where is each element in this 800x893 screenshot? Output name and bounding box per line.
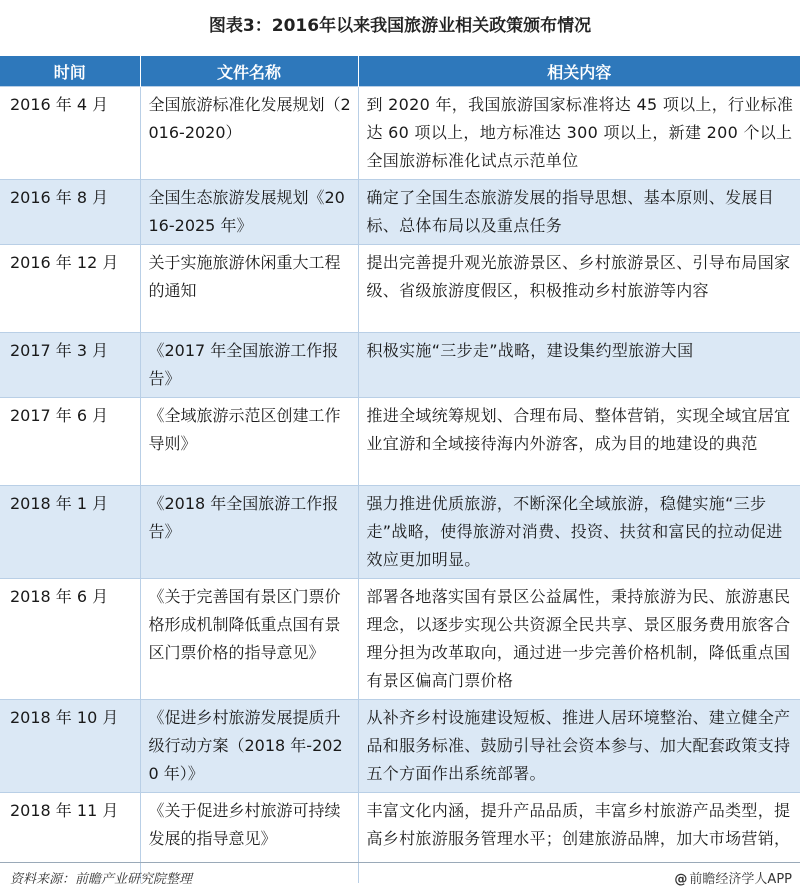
cell-file-name: 全国旅游标准化发展规划（2016-2020） xyxy=(140,87,358,180)
cell-file-name: 《全域旅游示范区创建工作导则》 xyxy=(140,398,358,486)
cell-file-name: 《关于完善国有景区门票价格形成机制降低重点国有景区门票价格的指导意见》 xyxy=(140,579,358,700)
cell-time: 2016 年 12 月 xyxy=(0,245,140,333)
header-time: 时间 xyxy=(0,56,140,87)
table-row xyxy=(0,579,800,700)
cell-time: 2018 年 10 月 xyxy=(0,700,140,793)
policy-table xyxy=(0,56,800,883)
cell-time: 2018 年 11 月 xyxy=(0,793,140,883)
cell-time: 2018 年 6 月 xyxy=(0,579,140,700)
table-row xyxy=(0,87,800,180)
cell-time: 2017 年 3 月 xyxy=(0,333,140,398)
table-row xyxy=(0,333,800,398)
table-header-row xyxy=(0,56,800,87)
cell-time: 2016 年 4 月 xyxy=(0,87,140,180)
table-row xyxy=(0,486,800,579)
cell-file-name: 《2017 年全国旅游工作报告》 xyxy=(140,333,358,398)
brand-name: 前瞻经济学人APP xyxy=(689,872,792,887)
cell-content: 强力推进优质旅游，不断深化全域旅游，稳健实施“三步走”战略，使得旅游对消费、投资、扶贫和富民的拉动促进效应更加明显。 xyxy=(358,486,800,579)
cell-time: 2018 年 1 月 xyxy=(0,486,140,579)
table-row xyxy=(0,398,800,486)
cell-content: 推进全域统筹规划、合理布局、整体营销，实现全域宜居宜业宜游和全域接待海内外游客，成为目的地建设的典范 xyxy=(358,398,800,486)
cell-file-name: 全国生态旅游发展规划《2016-2025 年》 xyxy=(140,180,358,245)
cell-time: 2016 年 8 月 xyxy=(0,180,140,245)
cell-content: 提出完善提升观光旅游景区、乡村旅游景区、引导布局国家级、省级旅游度假区，积极推动乡村旅游等内容 xyxy=(358,245,800,333)
header-content: 相关内容 xyxy=(358,56,800,87)
cell-content: 部署各地落实国有景区公益属性，秉持旅游为民、旅游惠民理念，以逐步实现公共资源全民共享、景区服务费用旅客合理分担为改革取向，通过进一步完善价格机制，降低重点国有景区偏高门票价格 xyxy=(358,579,800,700)
footer xyxy=(0,862,800,893)
table-row xyxy=(0,700,800,793)
source-note: 资料来源：前瞻产业研究院整理 xyxy=(10,872,193,887)
table-row xyxy=(0,245,800,333)
table-row xyxy=(0,180,800,245)
cell-content: 确定了全国生态旅游发展的指导思想、基本原则、发展目标、总体布局以及重点任务 xyxy=(358,180,800,245)
header-file-name: 文件名称 xyxy=(140,56,358,87)
cell-content: 丰富文化内涵，提升产品品质，丰富乡村旅游产品类型，提高乡村旅游服务管理水平；创建旅游品牌，加大市场营销， xyxy=(358,793,800,883)
cell-content: 从补齐乡村设施建设短板、推进人居环境整治、建立健全产品和服务标准、鼓励引导社会资本参与、加大配套政策支持五个方面作出系统部署。 xyxy=(358,700,800,793)
cell-content: 积极实施“三步走”战略，建设集约型旅游大国 xyxy=(358,333,800,398)
cell-time: 2017 年 6 月 xyxy=(0,398,140,486)
cell-file-name: 《关于促进乡村旅游可持续发展的指导意见》 xyxy=(140,793,358,883)
cell-file-name: 《促进乡村旅游发展提质升级行动方案（2018 年-2020 年）》 xyxy=(140,700,358,793)
cell-file-name: 《2018 年全国旅游工作报告》 xyxy=(140,486,358,579)
brand-label xyxy=(674,868,792,887)
cell-file-name: 关于实施旅游休闲重大工程的通知 xyxy=(140,245,358,333)
brand-symbol: @ xyxy=(674,872,688,887)
cell-content: 到 2020 年，我国旅游国家标准将达 45 项以上，行业标准达 60 项以上，地方标准达 300 项以上，新建 200 个以上全国旅游标准化试点示范单位 xyxy=(358,87,800,180)
chart-title: 图表3：2016年以来我国旅游业相关政策颁布情况 xyxy=(208,15,592,36)
